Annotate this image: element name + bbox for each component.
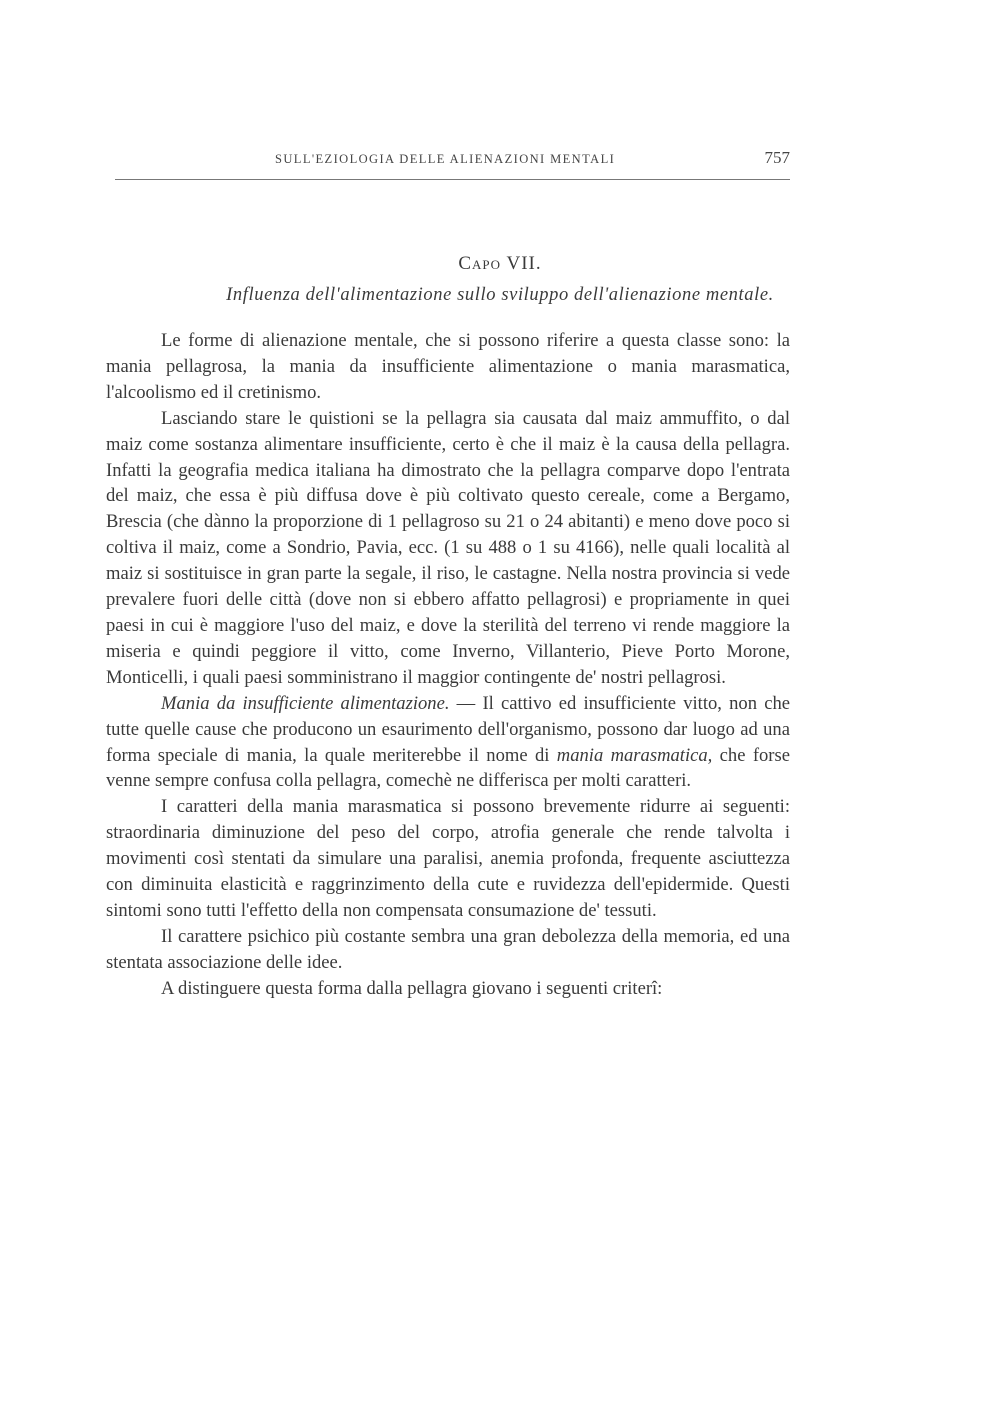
paragraph-3 bbox=[106, 691, 790, 795]
running-head bbox=[115, 150, 790, 180]
body-text bbox=[106, 328, 790, 1002]
paragraph-1: Le forme di alienazione mentale, che si possono riferire a questa classe sono: la mania pellagrosa, la mania da insufficiente alimentazione o mania marasmatica, l'alcoolismo ed il cretinismo. bbox=[106, 330, 790, 403]
running-title: SULL'EZIOLOGIA DELLE ALIENAZIONI MENTALI bbox=[275, 152, 616, 166]
paragraph-3-text-a: Il cattivo ed insufficiente vitto, non che tutte quelle cause che producono un esaurimento dell'organismo, possono dar luogo ad una forma speciale di mania, la quale meriterebbe il nome di bbox=[106, 692, 790, 766]
header-rule bbox=[115, 179, 790, 180]
paragraph-6: A distinguere questa forma dalla pellagra giovano i seguenti criterî: bbox=[161, 977, 663, 999]
chapter-heading-word: Capo bbox=[458, 253, 502, 274]
section-dash: — bbox=[449, 692, 483, 714]
chapter-heading bbox=[0, 253, 1000, 275]
chapter-subtitle: Influenza dell'alimentazione sullo sviluppo dell'alienazione mentale. bbox=[226, 285, 774, 305]
chapter-heading-number: VII. bbox=[506, 253, 542, 274]
paragraph-3-text-b: che forse venne sempre confusa colla pellagra, comechè ne differisca per molti caratteri. bbox=[106, 744, 790, 792]
page-number: 757 bbox=[764, 148, 790, 167]
paragraph-5: Il carattere psichico più costante sembra una gran debolezza della memoria, ed una stentata associazione delle idee. bbox=[106, 925, 790, 973]
paragraph-2: Lasciando stare le quistioni se la pellagra sia causata dal maiz ammuffito, o dal maiz come sostanza alimentare insufficiente, certo è che il maiz è la causa della pellagra. Infatti la geografia medica italiana ha dimostrato che la pellagra comparve dopo l'entrata del maiz, che essa è più diffusa dove è più coltivato questo cereale, come a Bergamo, Brescia (che dànno la proporzione di 1 pellagroso su 21 o 24 abitanti) e meno dove poco si coltiva il maiz, come a Sondrio, Pavia, ecc. (1 su 488 o 1 su 4166), nelle quali località al maiz si sostituisce in gran parte la segale, il riso, le castagne. Nella nostra provincia si vede prevalere fuori delle città (dove non si ebbero affatto pellagrosi) e propriamente in quei paesi in cui è maggiore l'uso del maiz, e dove la sterilità del terreno vi rende maggiore la miseria e quindi peggiore il vitto, come Inverno, Villanterio, Pieve Porto Morone, Monticelli, i quali paesi somministrano il maggior contingente de' nostri pellagrosi. bbox=[106, 407, 790, 688]
italic-term: mania marasmatica, bbox=[556, 744, 713, 766]
paragraph-4: I caratteri della mania marasmatica si possono brevemente ridurre ai seguenti: straordinaria diminuzione del peso del corpo, atrofia generale che rende talvolta i movimenti così stentati da simulare una paralisi, anemia profonda, frequente asciuttezza con diminuita elasticità e raggrinzimento della cute e ruvidezza dell'epidermide. Questi sintomi sono tutti l'effetto della non compensata consumazione de' tessuti. bbox=[106, 796, 790, 921]
section-run-in-heading: Mania da insufficiente alimentazione. bbox=[161, 692, 450, 714]
